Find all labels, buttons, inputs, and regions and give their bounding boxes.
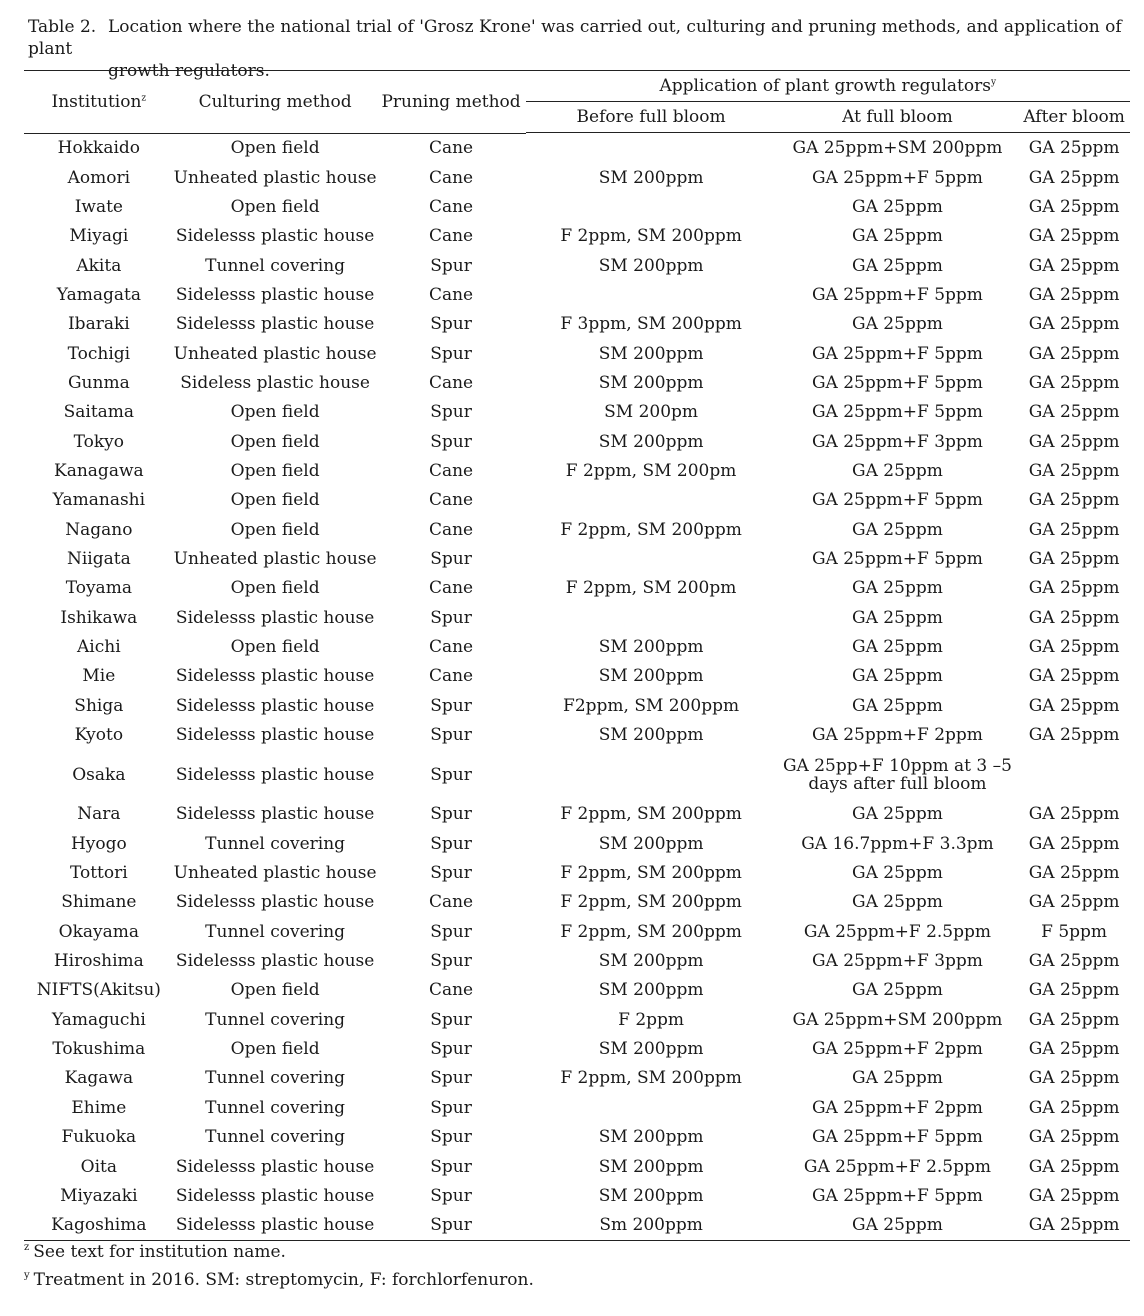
cell-institution: Shimane (61, 892, 137, 913)
cell-culturing: Open field (230, 637, 320, 658)
cell-culturing: Sidelesss plastic house (175, 226, 375, 247)
cell-pruning: Spur (430, 951, 472, 972)
cell-after-bloom: GA 25ppm (1028, 343, 1120, 364)
table-row (24, 750, 1130, 800)
cell-at-bloom: GA 25ppm+F 2.5ppm (803, 921, 992, 942)
cell-institution: Niigata (66, 548, 131, 569)
header-pgr: Application of plant growth regulators$^y$ (526, 71, 1130, 102)
table-row (24, 946, 1130, 975)
cell-after-bloom: GA 25ppm (1028, 578, 1120, 599)
cell-at-bloom: GA 25ppm (852, 314, 943, 335)
cell-after-bloom (1018, 750, 1130, 800)
cell-culturing: Sideless plastic house (180, 372, 370, 393)
cell-at-bloom: GA 25pp+F 10ppm at 3 –5 days after full bloom (782, 755, 1012, 794)
table-row (24, 632, 1130, 661)
cell-culturing: Sidelesss plastic house (174, 1211, 377, 1241)
table-row (24, 427, 1130, 456)
cell-institution: Osaka (72, 764, 126, 785)
cell-pruning: Spur (430, 725, 472, 746)
cell-after-bloom: GA 25ppm (1028, 431, 1120, 452)
cell-after-bloom: GA 25ppm (1028, 863, 1120, 884)
cell-at-bloom: GA 25ppm (852, 804, 943, 825)
cell-before-bloom: SM 200ppm (598, 372, 704, 393)
cell-pruning: Spur (430, 548, 472, 569)
header-after: After bloom (1018, 102, 1130, 133)
cell-pruning: Spur (430, 1127, 472, 1148)
cell-at-bloom: GA 25ppm (852, 863, 943, 884)
cell-before-bloom: F 2ppm, SM 200ppm (560, 1068, 742, 1089)
cell-culturing: Tunnel covering (205, 833, 346, 854)
table-row (24, 251, 1130, 280)
cell-at-bloom: GA 25ppm+F 5ppm (811, 167, 983, 188)
cell-culturing: Open field (230, 980, 320, 1001)
cell-pruning: Cane (428, 490, 474, 511)
cell-pruning: Spur (430, 921, 472, 942)
cell-institution: Hyogo (70, 833, 127, 854)
cell-before-bloom (526, 750, 777, 800)
cell-institution: Ehime (71, 1097, 127, 1118)
cell-after-bloom: GA 25ppm (1028, 804, 1120, 825)
cell-before-bloom: SM 200ppm (598, 1156, 704, 1177)
cell-pruning: Spur (430, 804, 472, 825)
cell-institution: NIFTS(Akitsu) (36, 980, 161, 1001)
cell-before-bloom: F 2ppm, SM 200ppm (560, 226, 742, 247)
cell-after-bloom: GA 25ppm (1028, 1185, 1120, 1206)
cell-culturing: Sidelesss plastic house (175, 314, 375, 335)
cell-pruning: Spur (430, 764, 472, 785)
cell-after-bloom: GA 25ppm (1028, 725, 1120, 746)
cell-culturing: Unheated plastic house (173, 863, 377, 884)
cell-pruning: Cane (428, 980, 474, 1001)
cell-pruning: Cane (428, 519, 474, 540)
cell-after-bloom: GA 25ppm (1028, 196, 1120, 217)
cell-institution: Kanagawa (54, 460, 144, 481)
cell-before-bloom (526, 133, 777, 163)
table-row (24, 1064, 1130, 1093)
cell-culturing: Unheated plastic house (173, 548, 377, 569)
table-row (24, 603, 1130, 632)
cell-before-bloom: SM 200ppm (598, 951, 704, 972)
cell-at-bloom: GA 25ppm (852, 607, 943, 628)
cell-at-bloom: GA 25ppm+F 2ppm (811, 725, 983, 746)
cell-pruning: Cane (428, 666, 474, 687)
table-row (24, 339, 1130, 368)
cell-before-bloom: F 2ppm, SM 200pm (565, 578, 737, 599)
table-row (24, 917, 1130, 946)
cell-before-bloom: SM 200ppm (598, 167, 704, 188)
cell-before-bloom (526, 486, 777, 515)
cell-culturing: Sidelesss plastic house (175, 951, 375, 972)
cell-after-bloom: GA 25ppm (1028, 548, 1120, 569)
table-row (24, 888, 1130, 917)
caption-text-line2: growth regulators. (108, 61, 270, 81)
cell-pruning: Spur (430, 402, 472, 423)
cell-institution: Kagawa (64, 1068, 134, 1089)
cell-pruning: Cane (428, 284, 474, 305)
cell-before-bloom (526, 192, 777, 221)
cell-pruning: Spur (430, 431, 472, 452)
cell-at-bloom: GA 25ppm+F 2.5ppm (803, 1156, 992, 1177)
table-body (24, 133, 1130, 1240)
cell-after-bloom: GA 25ppm (1028, 226, 1120, 247)
table-row (24, 691, 1130, 720)
cell-before-bloom: SM 200ppm (598, 1185, 704, 1206)
cell-after-bloom: GA 25ppm (1028, 607, 1120, 628)
cell-at-bloom: GA 25ppm+F 5ppm (811, 402, 983, 423)
cell-before-bloom: SM 200ppm (598, 255, 704, 276)
cell-institution: Ibaraki (67, 314, 130, 335)
cell-at-bloom: GA 25ppm (852, 226, 943, 247)
cell-after-bloom: GA 25ppm (1028, 372, 1120, 393)
cell-institution: Toyama (65, 578, 132, 599)
footnote-y: $^y$ Treatment in 2016. SM: streptomycin, F: forchlorfenuron. (24, 1270, 534, 1290)
cell-institution: Hokkaido (57, 138, 141, 159)
cell-institution: Miyagi (69, 226, 129, 247)
cell-culturing: Sidelesss plastic house (175, 1156, 375, 1177)
table-row (24, 1005, 1130, 1034)
cell-before-bloom: SM 200ppm (598, 725, 704, 746)
cell-after-bloom: GA 25ppm (1028, 1009, 1120, 1030)
table-row (24, 829, 1130, 858)
cell-pruning: Spur (430, 1009, 472, 1030)
cell-culturing: Open field (230, 196, 320, 217)
cell-at-bloom: GA 25ppm (852, 980, 943, 1001)
table-row (24, 544, 1130, 573)
cell-after-bloom: GA 25ppm (1028, 1039, 1120, 1060)
cell-before-bloom: SM 200ppm (598, 637, 704, 658)
cell-at-bloom: GA 25ppm+F 5ppm (811, 548, 983, 569)
cell-after-bloom: GA 25ppm (1028, 255, 1120, 276)
cell-at-bloom: GA 25ppm (777, 1211, 1019, 1241)
cell-institution: Yamagata (56, 284, 141, 305)
cell-at-bloom: GA 25ppm+F 5ppm (811, 490, 983, 511)
header-pruning: Pruning method (381, 91, 521, 112)
cell-at-bloom: GA 25ppm (852, 892, 943, 913)
cell-institution: Kagoshima (24, 1211, 174, 1241)
cell-institution: Yamanashi (52, 490, 146, 511)
caption-label: Table 2. (28, 17, 97, 37)
table-row (24, 398, 1130, 427)
cell-at-bloom: GA 25ppm (852, 666, 943, 687)
cell-at-bloom: GA 25ppm+F 3ppm (811, 951, 983, 972)
cell-pruning: Cane (428, 138, 474, 159)
cell-pruning: Spur (377, 1211, 526, 1241)
cell-institution: Yamaguchi (51, 1009, 146, 1030)
cell-culturing: Sidelesss plastic house (175, 1185, 375, 1206)
cell-pruning: Cane (428, 372, 474, 393)
cell-after-bloom: GA 25ppm (1028, 1127, 1120, 1148)
cell-at-bloom: GA 25ppm+F 5ppm (811, 284, 983, 305)
caption-text-line1: Location where the national trial of 'Grosz Krone' was carried out, culturing and pruning methods, and application of plant (28, 17, 1122, 59)
cell-after-bloom: GA 25ppm (1028, 951, 1120, 972)
cell-institution: Nagano (65, 519, 133, 540)
cell-pruning: Spur (430, 607, 472, 628)
table-row (24, 368, 1130, 397)
data-table (24, 70, 1130, 1241)
cell-before-bloom: F 2ppm, SM 200ppm (560, 921, 742, 942)
cell-before-bloom (526, 603, 777, 632)
table-row (24, 456, 1130, 485)
cell-at-bloom: GA 25ppm+F 2ppm (811, 1039, 983, 1060)
table-row (24, 192, 1130, 221)
cell-culturing: Open field (230, 519, 320, 540)
table-row (24, 662, 1130, 691)
table-row (24, 976, 1130, 1005)
table-row (24, 163, 1130, 192)
cell-before-bloom: SM 200ppm (598, 343, 704, 364)
cell-culturing: Open field (230, 490, 320, 511)
cell-institution: Okayama (58, 921, 140, 942)
header-before: Before full bloom (526, 102, 777, 133)
cell-at-bloom: GA 25ppm+F 5ppm (811, 343, 983, 364)
cell-pruning: Cane (428, 578, 474, 599)
cell-after-bloom: GA 25ppm (1028, 695, 1120, 716)
cell-pruning: Spur (430, 255, 472, 276)
cell-culturing: Open field (230, 431, 320, 452)
cell-culturing: Tunnel covering (205, 921, 346, 942)
cell-pruning: Spur (430, 695, 472, 716)
cell-at-bloom: GA 25ppm (852, 1068, 943, 1089)
cell-at-bloom: GA 25ppm (852, 695, 943, 716)
cell-institution: Tokushima (52, 1039, 146, 1060)
cell-institution: Iwate (74, 196, 123, 217)
cell-before-bloom: F 2ppm, SM 200pm (565, 460, 737, 481)
cell-pruning: Spur (430, 1097, 472, 1118)
cell-before-bloom (526, 280, 777, 309)
cell-institution: Aichi (77, 637, 121, 658)
cell-pruning: Spur (430, 1156, 472, 1177)
cell-before-bloom: SM 200ppm (598, 666, 704, 687)
cell-culturing: Sidelesss plastic house (175, 892, 375, 913)
cell-pruning: Cane (428, 167, 474, 188)
cell-after-bloom: GA 25ppm (1028, 666, 1120, 687)
cell-after-bloom: GA 25ppm (1028, 980, 1120, 1001)
cell-culturing: Unheated plastic house (173, 167, 377, 188)
cell-at-bloom: GA 25ppm+F 2ppm (811, 1097, 983, 1118)
table-row (24, 858, 1130, 887)
table-row (24, 222, 1130, 251)
cell-after-bloom: GA 25ppm (1028, 1068, 1120, 1089)
cell-pruning: Spur (430, 1068, 472, 1089)
cell-before-bloom: F 3ppm, SM 200ppm (560, 314, 742, 335)
table-row (24, 1093, 1130, 1122)
cell-institution: Shiga (74, 695, 124, 716)
cell-after-bloom: GA 25ppm (1028, 284, 1120, 305)
cell-after-bloom: GA 25ppm (1028, 833, 1120, 854)
cell-at-bloom: GA 25ppm (852, 196, 943, 217)
cell-culturing: Tunnel covering (205, 1009, 346, 1030)
cell-at-bloom: GA 25ppm+F 5ppm (811, 1185, 983, 1206)
cell-culturing: Open field (230, 1039, 320, 1060)
cell-after-bloom: GA 25ppm (1028, 402, 1120, 423)
cell-culturing: Tunnel covering (205, 1097, 346, 1118)
cell-at-bloom: GA 25ppm+SM 200ppm (792, 137, 1003, 158)
cell-after-bloom: GA 25ppm (1028, 519, 1120, 540)
cell-institution: Tottori (69, 863, 128, 884)
cell-institution: Saitama (63, 402, 135, 423)
table-row (24, 1152, 1130, 1181)
cell-culturing: Sidelesss plastic house (175, 607, 375, 628)
table-row (24, 574, 1130, 603)
cell-after-bloom: GA 25ppm (1028, 1097, 1120, 1118)
cell-before-bloom: F 2ppm (618, 1009, 685, 1030)
cell-pruning: Cane (428, 196, 474, 217)
cell-culturing: Sidelesss plastic house (175, 725, 375, 746)
cell-at-bloom: GA 25ppm+F 5ppm (811, 372, 983, 393)
table-row (24, 720, 1130, 749)
cell-after-bloom: GA 25ppm (1028, 637, 1120, 658)
table-row (24, 1123, 1130, 1152)
cell-at-bloom: GA 25ppm (852, 637, 943, 658)
cell-after-bloom: GA 25ppm (1028, 314, 1120, 335)
cell-before-bloom: SM 200ppm (598, 833, 704, 854)
cell-pruning: Spur (430, 1185, 472, 1206)
cell-institution: Miyazaki (60, 1185, 138, 1206)
cell-after-bloom: GA 25ppm (1028, 137, 1120, 158)
cell-at-bloom: GA 25ppm (852, 255, 943, 276)
cell-culturing: Open field (230, 578, 320, 599)
cell-pruning: Spur (430, 863, 472, 884)
table-row (24, 515, 1130, 544)
cell-culturing: Tunnel covering (205, 1127, 346, 1148)
cell-before-bloom: F2ppm, SM 200ppm (563, 695, 740, 716)
cell-culturing: Sidelesss plastic house (175, 764, 375, 785)
cell-after-bloom: GA 25ppm (1028, 167, 1120, 188)
cell-culturing: Unheated plastic house (173, 343, 377, 364)
table-row (24, 280, 1130, 309)
cell-culturing: Sidelesss plastic house (175, 284, 375, 305)
cell-at-bloom: GA 25ppm (852, 460, 943, 481)
cell-culturing: Open field (230, 138, 320, 159)
cell-before-bloom: F 2ppm, SM 200ppm (560, 519, 742, 540)
cell-before-bloom: F 2ppm, SM 200ppm (560, 804, 742, 825)
cell-culturing: Tunnel covering (205, 1068, 346, 1089)
table-row (24, 310, 1130, 339)
table-row (24, 486, 1130, 515)
table-row (24, 1211, 1130, 1241)
cell-after-bloom: GA 25ppm (1018, 1211, 1130, 1241)
cell-institution: Ishikawa (60, 607, 138, 628)
cell-before-bloom: Sm 200ppm (526, 1211, 777, 1241)
cell-institution: Akita (76, 255, 122, 276)
cell-before-bloom: F 2ppm, SM 200ppm (560, 892, 742, 913)
table-row (24, 1181, 1130, 1210)
cell-at-bloom: GA 25ppm+SM 200ppm (792, 1009, 1003, 1030)
table-row (24, 133, 1130, 163)
footnotes (24, 1238, 534, 1294)
cell-pruning: Spur (430, 1039, 472, 1060)
cell-pruning: Cane (428, 460, 474, 481)
cell-before-bloom: SM 200ppm (598, 431, 704, 452)
cell-after-bloom: GA 25ppm (1028, 892, 1120, 913)
cell-institution: Tokyo (73, 431, 125, 452)
cell-institution: Aomori (67, 167, 131, 188)
cell-pruning: Cane (428, 892, 474, 913)
header-at: At full bloom (777, 102, 1019, 133)
cell-pruning: Spur (430, 343, 472, 364)
cell-culturing: Tunnel covering (205, 255, 346, 276)
cell-culturing: Sidelesss plastic house (175, 804, 375, 825)
cell-institution: Tochigi (67, 343, 131, 364)
cell-institution: Kyoto (74, 725, 124, 746)
cell-institution: Fukuoka (61, 1127, 137, 1148)
cell-before-bloom: SM 200ppm (598, 1127, 704, 1148)
cell-institution: Mie (82, 666, 116, 687)
cell-at-bloom: GA 25ppm (852, 578, 943, 599)
cell-at-bloom: GA 25ppm (852, 519, 943, 540)
cell-before-bloom: SM 200ppm (598, 1039, 704, 1060)
cell-at-bloom: GA 25ppm+F 5ppm (811, 1127, 983, 1148)
cell-pruning: Cane (428, 637, 474, 658)
header-culturing: Culturing method (198, 91, 352, 112)
cell-at-bloom: GA 25ppm+F 3ppm (811, 431, 983, 452)
cell-before-bloom: F 2ppm, SM 200ppm (560, 863, 742, 884)
cell-institution: Nara (77, 804, 121, 825)
cell-pruning: Spur (430, 833, 472, 854)
table-row (24, 800, 1130, 829)
cell-institution: Gunma (67, 372, 130, 393)
cell-pruning: Spur (430, 314, 472, 335)
cell-after-bloom: GA 25ppm (1028, 460, 1120, 481)
cell-institution: Hiroshima (53, 951, 144, 972)
cell-at-bloom: GA 16.7ppm+F 3.3pm (801, 833, 994, 854)
table-row (24, 1034, 1130, 1063)
cell-after-bloom: GA 25ppm (1028, 490, 1120, 511)
cell-before-bloom: SM 200ppm (598, 980, 704, 1001)
cell-culturing: Sidelesss plastic house (175, 666, 375, 687)
cell-after-bloom: F 5ppm (1041, 921, 1108, 942)
cell-before-bloom: SM 200pm (604, 402, 699, 423)
cell-before-bloom (526, 1093, 777, 1122)
cell-pruning: Cane (428, 226, 474, 247)
cell-culturing: Open field (230, 402, 320, 423)
cell-culturing: Sidelesss plastic house (175, 695, 375, 716)
header-institution: Institution$^z$ (51, 91, 147, 112)
cell-after-bloom: GA 25ppm (1028, 1156, 1120, 1177)
cell-institution: Oita (80, 1156, 117, 1177)
cell-before-bloom (526, 544, 777, 573)
footnote-z: $^z$ See text for institution name. (24, 1242, 286, 1262)
cell-culturing: Open field (230, 460, 320, 481)
